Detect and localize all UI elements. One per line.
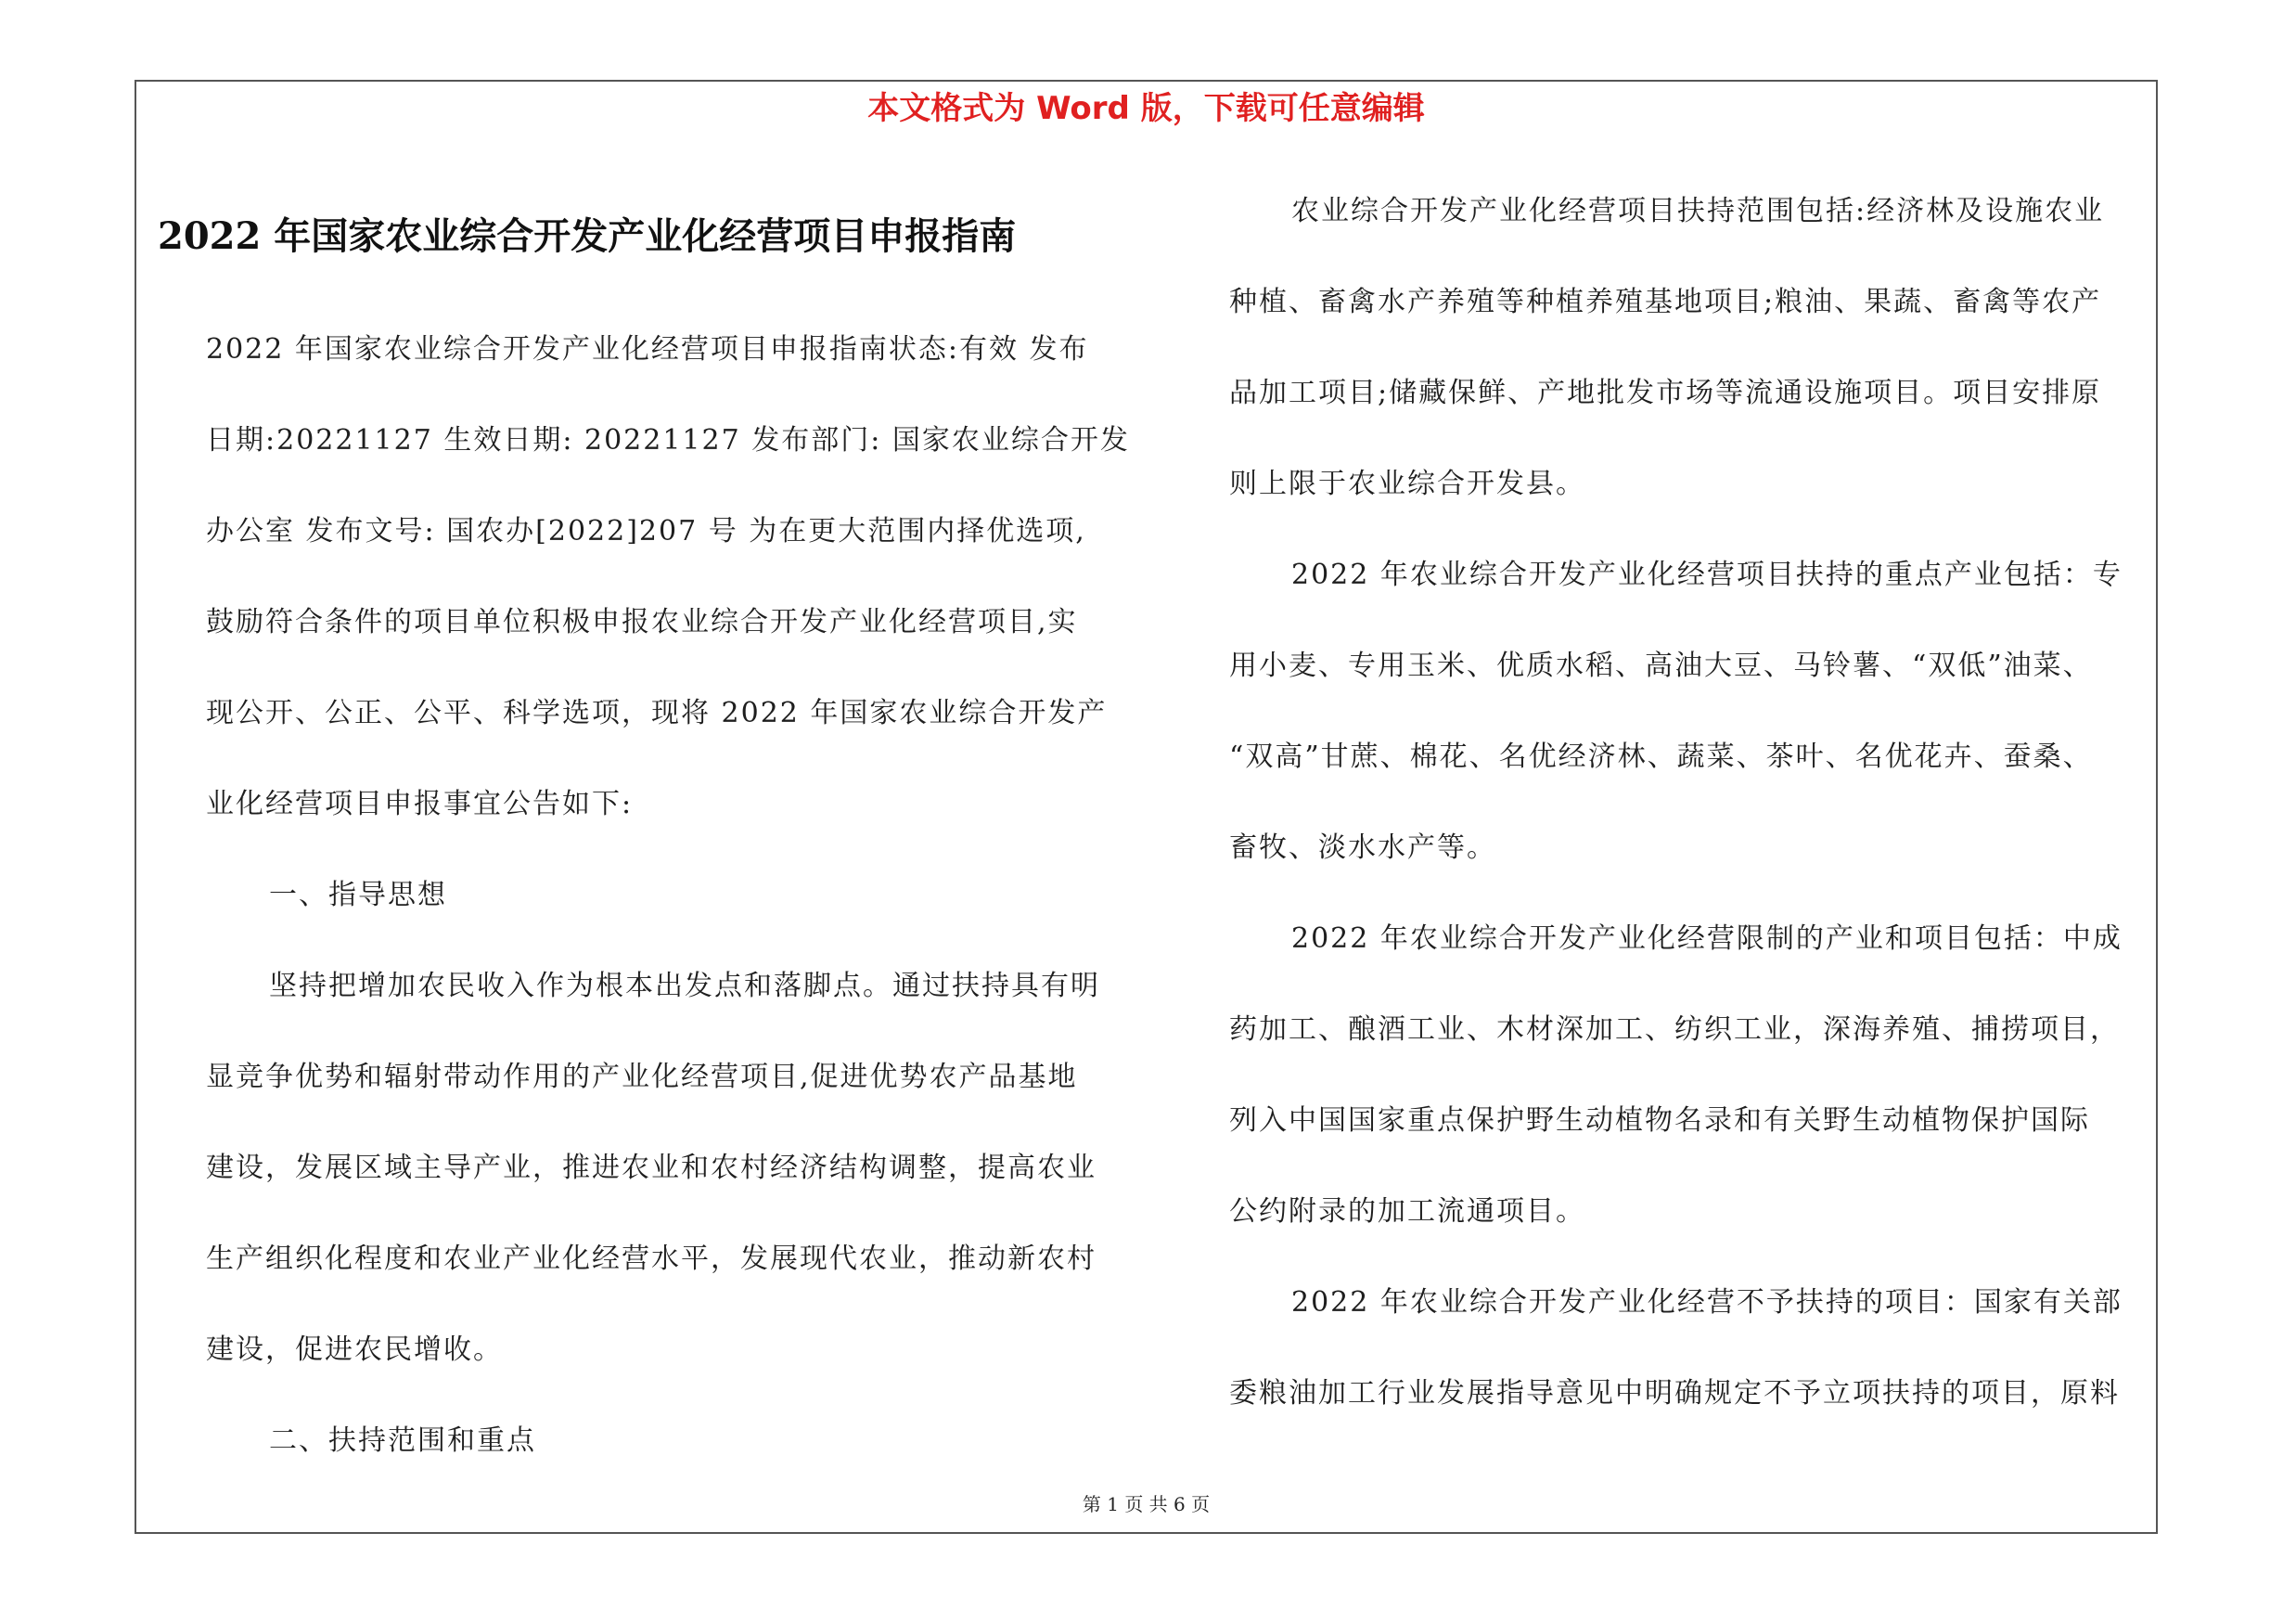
left-line-2: 日期:20221127 生效日期: 20221127 发布部门: 国家农业综合开发	[206, 424, 1130, 457]
right-line-5: 2022 年农业综合开发产业化经营项目扶持的重点产业包括：专	[1291, 559, 2123, 591]
left-line-5: 现公开、公正、公平、科学选项，现将 2022 年国家农业综合开发产	[206, 697, 1108, 729]
document-title: 2022 年国家农业综合开发产业化经营项目申报指南	[158, 214, 1017, 258]
right-line-9: 2022 年农业综合开发产业化经营限制的产业和项目包括：中成	[1291, 922, 2123, 955]
right-line-4: 则上限于农业综合开发县。	[1229, 468, 1585, 500]
right-line-3: 品加工项目;储藏保鲜、产地批发市场等流通设施项目。项目安排原	[1229, 377, 2102, 409]
left-line-9: 显竞争优势和辐射带动作用的产业化经营项目,促进优势农产品基地	[206, 1061, 1078, 1093]
left-line-10: 建设，发展区域主导产业，推进农业和农村经济结构调整，提高农业	[206, 1152, 1097, 1184]
left-line-3: 办公室 发布文号: 国农办[2022]207 号 为在更大范围内择优选项,	[206, 515, 1086, 547]
left-line-4: 鼓励符合条件的项目单位积极申报农业综合开发产业化经营项目,实	[206, 606, 1078, 638]
right-line-1: 农业综合开发产业化经营项目扶持范围包括:经济林及设施农业	[1291, 195, 2105, 227]
left-line-12: 建设，促进农民增收。	[206, 1333, 503, 1366]
section-heading-support-scope: 二、扶持范围和重点	[269, 1424, 536, 1457]
left-line-6: 业化经营项目申报事宜公告如下:	[206, 788, 634, 820]
right-line-12: 公约附录的加工流通项目。	[1229, 1195, 1585, 1228]
right-line-2: 种植、畜禽水产养殖等种植养殖基地项目;粮油、果蔬、畜禽等农产	[1229, 286, 2102, 318]
left-line-11: 生产组织化程度和农业产业化经营水平，发展现代农业，推动新农村	[206, 1243, 1097, 1275]
right-line-8: 畜牧、淡水水产等。	[1229, 831, 1496, 864]
page-number-footer: 第 1 页 共 6 页	[1082, 1493, 1211, 1515]
left-line-8: 坚持把增加农民收入作为根本出发点和落脚点。通过扶持具有明	[269, 970, 1100, 1002]
section-heading-guiding-thought: 一、指导思想	[269, 879, 447, 911]
word-format-banner: 本文格式为 Word 版，下载可任意编辑	[867, 90, 1425, 127]
right-line-7: “双高”甘蔗、棉花、名优经济林、蔬菜、茶叶、名优花卉、蚕桑、	[1229, 741, 2093, 773]
right-line-11: 列入中国国家重点保护野生动植物名录和有关野生动植物保护国际	[1229, 1104, 2090, 1137]
left-line-1: 2022 年国家农业综合开发产业化经营项目申报指南状态:有效 发布	[206, 333, 1089, 366]
right-line-10: 药加工、酿酒工业、木材深加工、纺织工业，深海养殖、捕捞项目，	[1229, 1013, 2120, 1046]
right-line-13: 2022 年农业综合开发产业化经营不予扶持的项目：国家有关部	[1291, 1286, 2123, 1319]
right-line-14: 委粮油加工行业发展指导意见中明确规定不予立项扶持的项目，原料	[1229, 1377, 2120, 1410]
right-line-6: 用小麦、专用玉米、优质水稻、高油大豆、马铃薯、“双低”油菜、	[1229, 650, 2093, 682]
